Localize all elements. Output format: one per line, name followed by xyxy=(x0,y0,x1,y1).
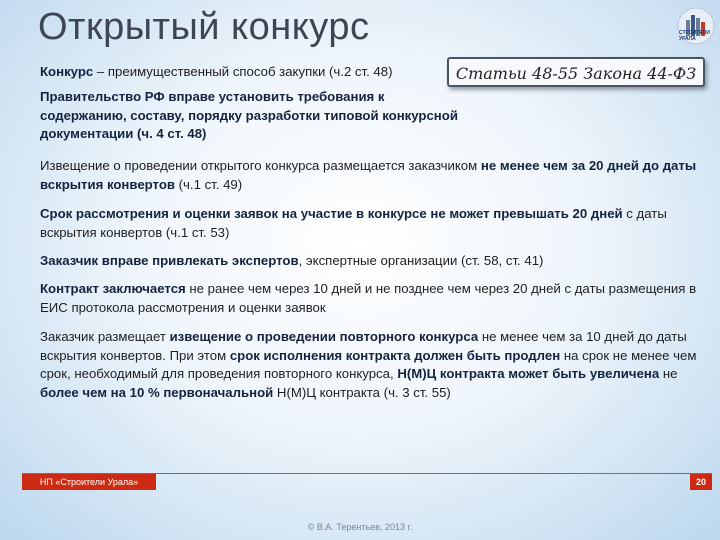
p6-bold: Контракт заключается xyxy=(40,281,186,296)
p7-text-2: не менее чем за 10 дней до даты вскрытия конвертов. При этом xyxy=(40,329,687,363)
paragraph-3 xyxy=(40,157,700,194)
p7-text-1: Заказчик размещает xyxy=(40,329,170,344)
p5-bold: Заказчик вправе привлекать экспертов xyxy=(40,253,299,268)
p7-bold-4: более чем на 10 % первоначальной xyxy=(40,384,274,400)
p2-bold: Правительство РФ вправе установить требования к содержанию, составу, порядку разработки типовой конкурсной документации (ч. 4 ст. 48) xyxy=(40,89,458,141)
law-reference-callout: Статьи 48-55 Закона 44-ФЗ xyxy=(447,57,705,87)
paragraph-5 xyxy=(40,252,700,271)
footer-organization: НП «Строители Урала» xyxy=(22,474,156,490)
p1-text: – преимущественный способ закупки (ч.2 ст. 48) xyxy=(93,64,393,79)
paragraph-2 xyxy=(40,88,470,144)
p3-bold: не менее чем за 20 дней до даты вскрытия конвертов xyxy=(40,158,697,192)
page-number: 20 xyxy=(690,474,712,490)
p7-text-3: на срок не менее чем срок, необходимый для проведения повторного конкурса, xyxy=(40,347,697,381)
p3-text-2: (ч.1 ст. 49) xyxy=(175,176,243,192)
page-title: Открытый конкурс xyxy=(38,6,370,48)
paragraph-1 xyxy=(40,63,445,82)
p7-bold-1: извещение о проведении повторного конкурса xyxy=(169,329,479,344)
p7-bold-3: Н(М)Ц контракта может быть увеличена xyxy=(397,366,660,381)
p3-text-1: Извещение о проведении открытого конкурса размещается заказчиком xyxy=(40,158,481,173)
p4-text: с даты вскрытия конвертов (ч.1 ст. 53) xyxy=(40,206,667,240)
p7-text-5: Н(М)Ц контракта (ч. 3 ст. 55) xyxy=(273,384,451,400)
p7-bold-2: срок исполнения контракта должен быть продлен xyxy=(229,347,561,363)
footer-copyright: © В.А. Терентьев, 2013 г. xyxy=(307,522,413,532)
paragraph-6 xyxy=(40,280,700,317)
logo-text: СТРОИТЕЛИ УРАЛА xyxy=(679,30,710,42)
p6-text: не ранее чем через 10 дней и не позднее чем через 20 дней с даты размещения в ЕИС протокола рассмотрения и оценки заявок xyxy=(40,281,697,315)
p1-bold: Конкурс xyxy=(40,64,94,79)
p7-text-4: не xyxy=(659,366,678,381)
p4-bold: Срок рассмотрения и оценки заявок на участие в конкурсе не может превышать 20 дней xyxy=(40,206,623,221)
p5-text: , экспертные организации (ст. 58, ст. 41) xyxy=(298,253,544,268)
paragraph-7 xyxy=(40,328,700,402)
paragraph-4 xyxy=(40,205,700,242)
